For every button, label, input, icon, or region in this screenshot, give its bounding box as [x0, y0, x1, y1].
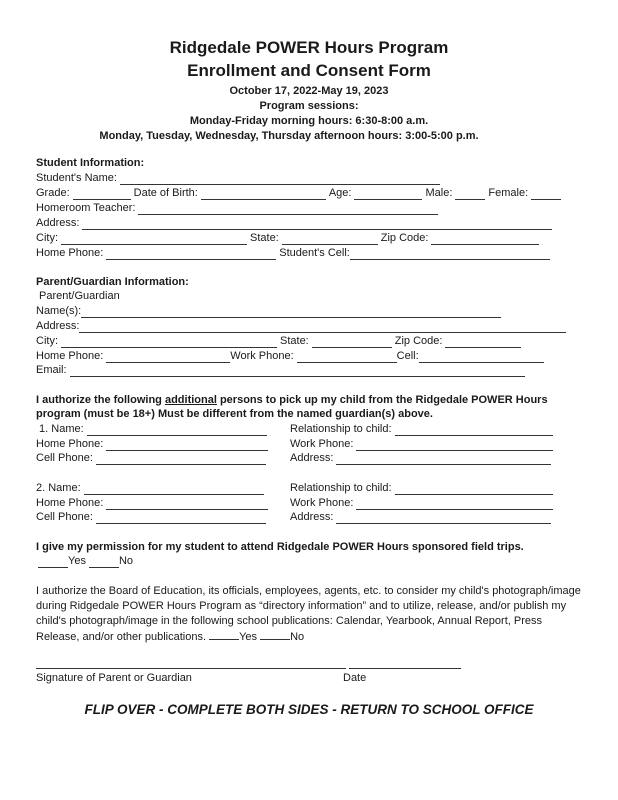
program-dates: October 17, 2022-May 19, 2023	[229, 85, 389, 97]
teacher-field[interactable]	[138, 203, 438, 215]
label: Name(s):	[36, 305, 82, 317]
heading-text: Parent/Guardian Information:	[36, 276, 189, 288]
person-1-work-phone-field[interactable]	[356, 439, 553, 451]
label: Parent/Guardian	[39, 290, 120, 302]
field-trip-no-field[interactable]	[89, 556, 119, 568]
label: Home Phone:	[36, 350, 104, 362]
parent-label-row	[39, 290, 120, 303]
person-1-relationship-field[interactable]	[395, 424, 553, 436]
label: Date	[343, 672, 367, 684]
student-cell-field[interactable]	[350, 248, 550, 260]
grade-field[interactable]	[73, 188, 131, 200]
parent-names-field[interactable]	[81, 306, 501, 318]
authorize-line-2	[36, 408, 433, 421]
parent-city-row	[36, 335, 524, 348]
yes-label: Yes	[68, 555, 86, 567]
student-heading	[36, 157, 144, 170]
label: Zip Code:	[394, 335, 443, 347]
date-label	[343, 672, 366, 685]
person-1-cell-row	[36, 452, 576, 465]
student-name-field[interactable]	[120, 173, 440, 185]
label: City:	[36, 232, 58, 244]
label: Work Phone:	[290, 438, 354, 450]
label: Cell Phone:	[36, 511, 93, 523]
field-trip-statement	[36, 541, 524, 554]
label: Home Phone:	[36, 497, 104, 509]
field-trip-options	[38, 555, 133, 568]
city-field[interactable]	[61, 233, 247, 245]
label: Age:	[328, 187, 352, 199]
label: Date of Birth:	[133, 187, 198, 199]
label: Signature of Parent or Guardian	[36, 672, 192, 684]
student-city-row	[36, 232, 542, 245]
label: City:	[36, 335, 58, 347]
date-line[interactable]	[349, 668, 461, 669]
no-label: No	[118, 555, 134, 567]
signature-label	[36, 672, 192, 685]
parent-email-row	[36, 364, 528, 377]
text: I authorize the following	[36, 394, 165, 406]
person-1-name-row	[36, 423, 576, 436]
student-phone-row	[36, 247, 553, 260]
label: Cell Phone:	[36, 452, 93, 464]
parent-email-field[interactable]	[70, 365, 525, 377]
text: I give my permission for my student to attend Ridgedale POWER Hours sponsored field trips.	[36, 541, 524, 553]
parent-zip-field[interactable]	[445, 336, 521, 348]
label: Homeroom Teacher:	[36, 202, 136, 214]
no-label: No	[290, 631, 305, 643]
male-field[interactable]	[455, 188, 485, 200]
student-address-row	[36, 217, 555, 230]
label: State:	[280, 335, 309, 347]
label: Male:	[425, 187, 453, 199]
dob-field[interactable]	[201, 188, 326, 200]
home-phone-field[interactable]	[106, 248, 276, 260]
teacher-row	[36, 202, 441, 215]
label: Cell:	[396, 350, 419, 362]
photo-no-field[interactable]	[260, 629, 290, 640]
label: Address:	[290, 511, 334, 523]
text: persons to pick up my child from the Ridgedale POWER Hours	[216, 394, 548, 406]
morning-hours: Monday-Friday morning hours: 6:30-8:00 a.m.	[189, 115, 429, 127]
authorize-line-1	[36, 394, 548, 407]
afternoon-hours: Monday, Tuesday, Wednesday, Thursday afternoon hours: 3:00-5:00 p.m.	[99, 130, 479, 142]
person-1-cell-field[interactable]	[96, 453, 266, 465]
parent-heading	[36, 276, 189, 289]
person-2-work-phone-field[interactable]	[356, 498, 553, 510]
label: Relationship to child:	[290, 482, 392, 494]
age-field[interactable]	[354, 188, 422, 200]
yes-label: Yes	[239, 631, 258, 643]
parent-address-row	[36, 320, 569, 333]
text: I authorize the Board of Education, its officials, employees, agents, etc. to consider my child's photograph/image during Ridgedale POWER Hours Program as “directory information” and to utilize, release, and/or publish my child's photograph/image in the following school publications: Calendar, Yearbook, Annual Report, Press Release, and/or other publications.	[36, 585, 581, 643]
label: Home Phone:	[36, 438, 104, 450]
person-2-name-field[interactable]	[84, 483, 264, 495]
label: Work Phone:	[290, 497, 354, 509]
footer-instruction: FLIP OVER - COMPLETE BOTH SIDES - RETURN TO SCHOOL OFFICE	[84, 702, 534, 717]
label: State:	[250, 232, 279, 244]
parent-phone-row	[36, 350, 547, 363]
parent-cell-field[interactable]	[419, 351, 544, 363]
underlined-text: additional	[164, 394, 217, 406]
person-2-home-phone-field[interactable]	[106, 498, 268, 510]
student-grade-row	[36, 187, 564, 200]
label: Home Phone:	[36, 247, 104, 259]
label: Email:	[36, 364, 67, 376]
parent-home-phone-field[interactable]	[106, 351, 230, 363]
label: Address:	[36, 320, 80, 332]
person-2-address-field[interactable]	[336, 512, 551, 524]
label: Student's Cell:	[279, 247, 350, 259]
label: Address:	[290, 452, 334, 464]
sessions-label: Program sessions:	[259, 100, 359, 112]
label: Address:	[36, 217, 80, 229]
person-1-name-field[interactable]	[87, 424, 267, 436]
signature-line[interactable]	[36, 668, 346, 669]
person-2-cell-row	[36, 511, 576, 524]
heading-text: Student Information:	[36, 157, 145, 169]
female-field[interactable]	[531, 188, 561, 200]
person-2-cell-field[interactable]	[96, 512, 266, 524]
person-1-phone-row	[36, 438, 576, 451]
form-subtitle: Enrollment and Consent Form	[187, 61, 431, 80]
state-field[interactable]	[282, 233, 378, 245]
label: 1. Name:	[36, 423, 84, 435]
parent-city-field[interactable]	[61, 336, 277, 348]
student-name-row	[36, 172, 443, 185]
parent-work-phone-field[interactable]	[297, 351, 397, 363]
parent-names-row	[36, 305, 504, 318]
field-trip-yes-field[interactable]	[38, 556, 68, 568]
label: Grade:	[36, 187, 70, 199]
label: Female:	[488, 187, 529, 199]
label: Work Phone:	[230, 350, 294, 362]
person-2-phone-row	[36, 497, 576, 510]
person-1-home-phone-field[interactable]	[106, 439, 268, 451]
parent-address-field[interactable]	[79, 321, 566, 333]
label: Student's Name:	[36, 172, 117, 184]
photo-consent-paragraph	[36, 584, 586, 645]
label: 2. Name:	[36, 482, 81, 494]
text: program (must be 18+) Must be different from the named guardian(s) above.	[36, 408, 433, 420]
form-title: Ridgedale POWER Hours Program	[169, 38, 449, 57]
parent-state-field[interactable]	[312, 336, 392, 348]
photo-yes-field[interactable]	[209, 629, 239, 640]
label: Relationship to child:	[290, 423, 392, 435]
person-1-address-field[interactable]	[336, 453, 551, 465]
label: Zip Code:	[380, 232, 429, 244]
person-2-relationship-field[interactable]	[395, 483, 553, 495]
student-address-field[interactable]	[82, 218, 552, 230]
person-2-name-row	[36, 482, 576, 495]
zip-field[interactable]	[431, 233, 539, 245]
